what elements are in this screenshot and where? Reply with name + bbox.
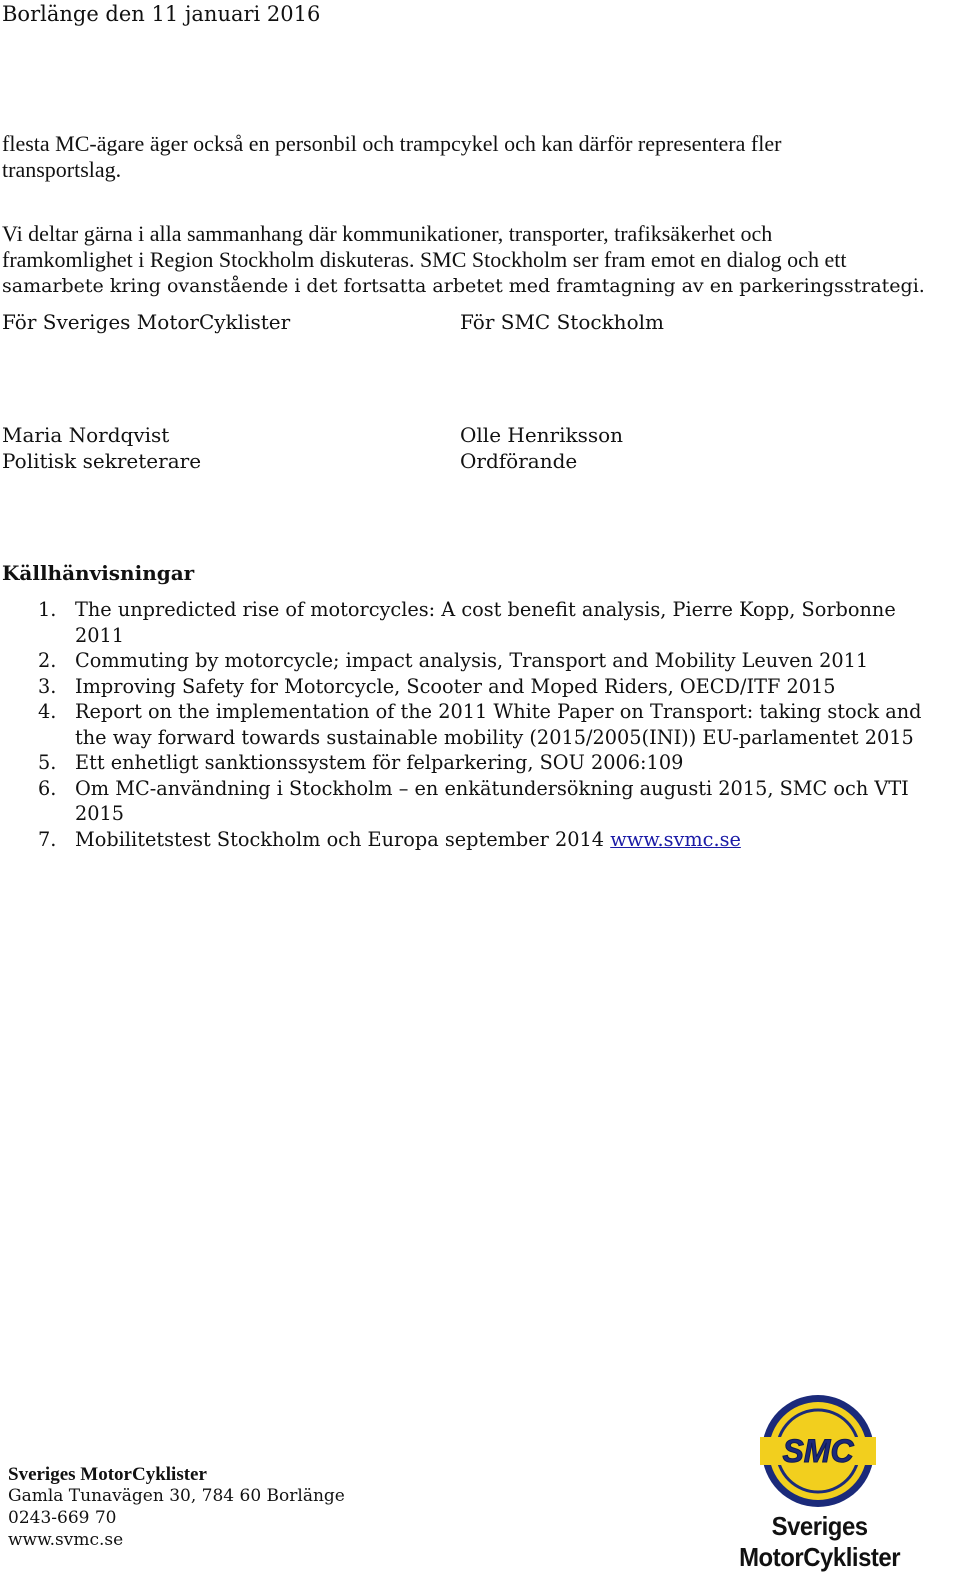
list-item (38, 776, 938, 827)
item-number: 7. (38, 827, 57, 851)
item-text: Improving Safety for Motorcycle, Scooter and Moped Riders, OECD/ITF 2015 (75, 674, 836, 698)
list-item (38, 674, 938, 700)
footer-web: www.svmc.se (8, 1530, 124, 1550)
references-heading: Källhänvisningar (2, 561, 195, 585)
item-text (75, 827, 938, 853)
paragraph-1 (2, 131, 952, 183)
item-text: The unpredicted rise of motorcycles: A cost benefit analysis, Pierre Kopp, Sorbonne 2011 (75, 598, 896, 647)
paragraph-line: samarbete kring ovanstående i det fortsatta arbetet med framtagning av en parkeringsstrategi. (2, 275, 925, 297)
signature-left-org: För Sveriges MotorCyklister (2, 310, 291, 334)
list-item (38, 597, 938, 648)
item-number: 1. (38, 598, 57, 621)
item-text: Commuting by motorcycle; impact analysis, Transport and Mobility Leuven 2011 (75, 649, 869, 672)
signature-right-org: För SMC Stockholm (460, 310, 664, 334)
footer-address: Gamla Tunavägen 30, 784 60 Borlänge (8, 1486, 345, 1506)
list-item (38, 827, 938, 853)
item-text: Om MC-användning i Stockholm – en enkätundersökning augusti 2015, SMC och VTI 2015 (75, 776, 909, 825)
item-text-main: Mobilitetstest Stockholm och Europa september 2014 (75, 827, 611, 851)
signature-right-title: Ordförande (460, 449, 578, 473)
list-item (38, 750, 938, 776)
emblem-text: SMC (782, 1433, 854, 1469)
item-number: 6. (38, 776, 57, 800)
signature-left-title: Politisk sekreterare (2, 449, 202, 473)
item-number: 4. (38, 700, 57, 723)
logo-wordmark: Sveriges MotorCyklister (739, 1511, 901, 1572)
item-number: 2. (38, 649, 57, 672)
signature-left-block (2, 422, 201, 474)
item-number: 5. (38, 751, 57, 774)
reference-link[interactable]: www.svmc.se (610, 827, 741, 851)
paragraph-line: framkomlighet i Region Stockholm diskuteras. SMC Stockholm ser fram emot en dialog och ett (2, 247, 847, 272)
smc-logo (700, 1393, 960, 1572)
item-text: Report on the implementation of the 2011 White Paper on Transport: taking stock and the way forward towards sustainable mobility (2015/2005(INI)) EU-parlamentet 2015 (75, 700, 922, 749)
letter-date: Borlänge den 11 januari 2016 (2, 2, 321, 26)
signature-right-block (460, 422, 623, 474)
paragraph-2 (2, 221, 952, 299)
paragraph-line: transportslag. (2, 157, 122, 182)
paragraph-line: flesta MC-ägare äger också en personbil och trampcykel och kan därför representera fler (2, 131, 782, 156)
list-item (38, 699, 938, 750)
signature-right-name: Olle Henriksson (460, 423, 624, 447)
item-text: Ett enhetligt sanktionssystem för felparkering, SOU 2006:109 (75, 751, 684, 774)
footer-phone: 0243-669 70 (8, 1508, 117, 1528)
item-number: 3. (38, 674, 57, 698)
paragraph-line: Vi deltar gärna i alla sammanhang där kommunikationer, transporter, trafiksäkerhet och (2, 221, 773, 246)
signature-left-name: Maria Nordqvist (2, 423, 170, 447)
smc-emblem-icon (700, 1393, 960, 1513)
references-list (38, 597, 938, 852)
footer-org: Sveriges MotorCyklister (8, 1464, 207, 1485)
list-item (38, 648, 938, 674)
